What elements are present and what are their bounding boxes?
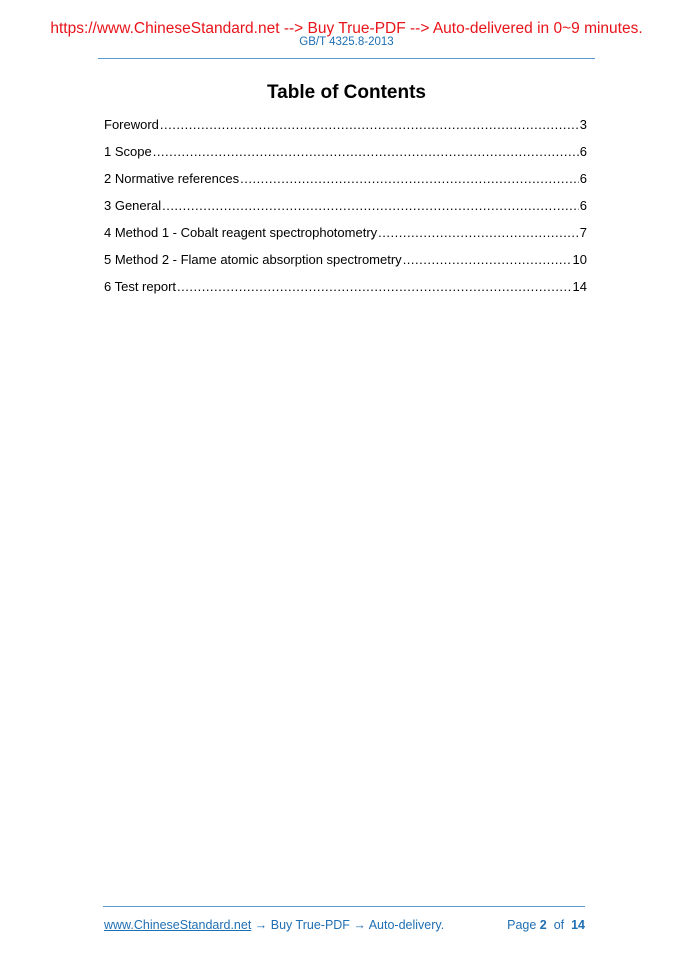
toc-entry-label: Foreword (104, 117, 159, 132)
toc-leader-dots (162, 197, 579, 214)
page-total: 14 (571, 918, 585, 932)
toc-entry-label: 6 Test report (104, 279, 177, 294)
toc-title: Table of Contents (266, 82, 427, 103)
document-id: GB/T 4325.8-2013 (299, 36, 394, 48)
page-label: Page (507, 918, 537, 932)
toc-leader-dots (160, 116, 579, 133)
toc-entry-label: 4 Method 1 - Cobalt reagent spectrophotometry (104, 225, 378, 240)
table-of-contents (104, 116, 587, 305)
toc-entry-page: 10 (572, 252, 587, 267)
page-footer (104, 917, 585, 933)
toc-entry-scope[interactable] (104, 143, 587, 170)
toc-leader-dots (177, 278, 572, 295)
toc-entry-label: 1 Scope (104, 144, 152, 159)
footer-delivery-text: → Buy True-PDF → Auto-delivery. (251, 918, 445, 932)
toc-entry-general[interactable] (104, 197, 587, 224)
toc-entry-method-1[interactable] (104, 224, 587, 251)
toc-entry-page: 7 (579, 225, 587, 240)
footer-delivery-note (104, 917, 444, 933)
toc-entry-test-report[interactable] (104, 278, 587, 305)
page-indicator (507, 917, 585, 933)
toc-entry-page: 6 (579, 144, 587, 159)
toc-leader-dots (403, 251, 572, 268)
toc-leader-dots (240, 170, 579, 187)
toc-entry-label: 5 Method 2 - Flame atomic absorption spectrometry (104, 252, 402, 267)
toc-entry-method-2[interactable] (104, 251, 587, 278)
footer-site-link[interactable]: www.ChineseStandard.net (104, 918, 252, 932)
toc-entry-page: 14 (572, 279, 587, 294)
promo-banner[interactable]: https://www.ChineseStandard.net --> Buy True-PDF --> Auto-delivered in 0~9 minutes. (50, 20, 643, 37)
toc-entry-page: 6 (579, 171, 587, 186)
page-current: 2 (539, 918, 547, 932)
toc-entry-normative-references[interactable] (104, 170, 587, 197)
toc-entry-label: 3 General (104, 198, 162, 213)
toc-entry-page: 6 (579, 198, 587, 213)
header-divider (98, 58, 595, 59)
toc-leader-dots (153, 143, 579, 160)
toc-entry-label: 2 Normative references (104, 171, 240, 186)
page-of: of (553, 918, 565, 932)
footer-divider (103, 906, 585, 907)
toc-leader-dots (378, 224, 579, 241)
toc-entry-page: 3 (579, 117, 587, 132)
toc-entry-foreword[interactable] (104, 116, 587, 143)
